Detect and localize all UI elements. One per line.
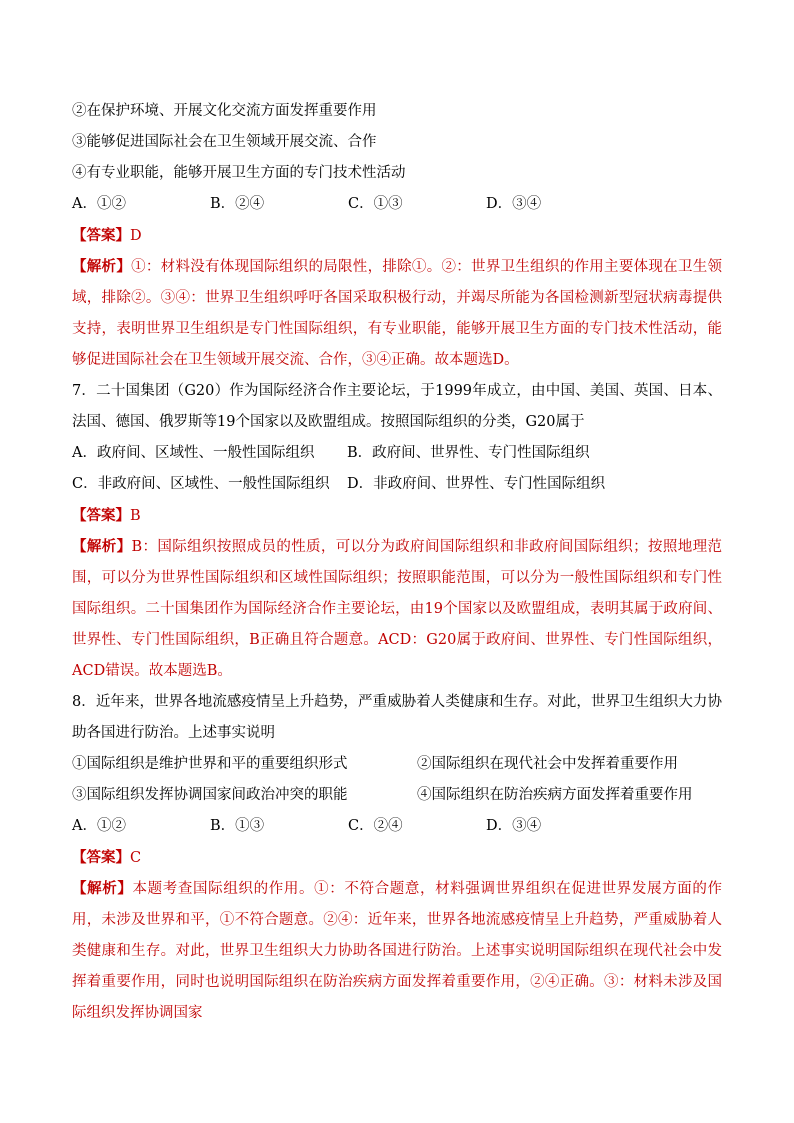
q8-options	[72, 811, 722, 842]
q6-explanation-text: ①：材料没有体现国际组织的局限性，排除①。②：世界卫生组织的作用主要体现在卫生领域，排除②。③④：世界卫生组织呼吁各国采取积极行动，并竭尽所能为各国检测新型冠状病毒提供支持，表明世界卫生组织是专门性国际组织，有专业职能，能够开展卫生方面的专门技术性活动，能够促进国际社会在卫生领域开展交流、合作，③④正确。故本题选D。	[72, 259, 723, 368]
q8-option-d: D．③④	[486, 818, 542, 834]
q8-explanation	[72, 873, 722, 1029]
q8-answer	[72, 842, 722, 873]
q8-statements-row2	[72, 780, 722, 811]
q7-options-row2	[72, 469, 722, 500]
q7-options-row1	[72, 438, 722, 469]
q6-answer	[72, 220, 722, 251]
q7-answer	[72, 500, 722, 531]
answer-tag: 【答案】	[72, 227, 130, 244]
q8-statement-3: ③国际组织发挥协调国家间政治冲突的职能	[72, 787, 348, 803]
q7-explanation	[72, 531, 722, 687]
q8-statements-row1	[72, 749, 722, 780]
answer-tag: 【答案】	[72, 849, 130, 866]
q7-option-d: D．非政府间、世界性、专门性国际组织	[347, 476, 606, 492]
explanation-tag: 【解析】	[72, 538, 132, 555]
q6-statement-2: ②在保护环境、开展文化交流方面发挥重要作用	[72, 103, 377, 119]
q6-explanation	[72, 251, 722, 376]
answer-tag: 【答案】	[72, 507, 130, 524]
explanation-tag: 【解析】	[72, 258, 132, 275]
q8-explanation-text: 本题考查国际组织的作用。①：不符合题意，材料强调世界组织在促进世界发展方面的作用，未涉及世界和平，①不符合题意。②④：近年来，世界各地流感疫情呈上升趋势，严重威胁着人类健康和生存。对此，世界卫生组织大力协助各国进行防治。上述事实说明国际组织在现代社会中发挥着重要作用，同时也说明国际组织在防治疾病方面发挥着重要作用，②④正确。③：材料未涉及国际组织发挥协调国家	[72, 881, 723, 1021]
document-page	[72, 96, 722, 1029]
q8-option-c: C．②④	[348, 818, 403, 834]
q8-stem: 8．近年来，世界各地流感疫情呈上升趋势，严重威胁着人类健康和生存。对此，世界卫生组织大力协助各国进行防治。上述事实说明	[72, 694, 722, 741]
q7-stem: 7．二十国集团（G20）作为国际经济合作主要论坛，于1999年成立，由中国、美国、英国、日本、法国、德国、俄罗斯等19个国家以及欧盟组成。按照国际组织的分类，G20属于	[72, 383, 722, 430]
q8-statement-1: ①国际组织是维护世界和平的重要组织形式	[72, 756, 348, 772]
q7-answer-value: B	[130, 508, 141, 524]
q8-option-b: B．①③	[210, 818, 265, 834]
q6-answer-value: D	[130, 228, 142, 244]
q6-option-a: A．①②	[72, 196, 126, 212]
q8-statement-4: ④国际组织在防治疾病方面发挥着重要作用	[417, 787, 693, 803]
q6-option-d: D．③④	[486, 196, 542, 212]
q6-option-c: C．①③	[348, 196, 403, 212]
q7-explanation-text: B：国际组织按照成员的性质，可以分为政府间国际组织和非政府间国际组织；按照地理范围，可以分为世界性国际组织和区域性国际组织；按照职能范围，可以分为一般性国际组织和专门性国际组织。二十国集团作为国际经济合作主要论坛，由19个国家以及欧盟组成，表明其属于政府间、世界性、专门性国际组织，B正确且符合题意。ACD：G20属于政府间、世界性、专门性国际组织，ACD错误。故本题选B。	[72, 539, 723, 679]
explanation-tag: 【解析】	[72, 880, 133, 897]
q7-option-a: A．政府间、区域性、一般性国际组织	[72, 445, 315, 461]
q8-statement-2: ②国际组织在现代社会中发挥着重要作用	[417, 756, 678, 772]
q6-statement-4: ④有专业职能，能够开展卫生方面的专门技术性活动	[72, 165, 406, 181]
q6-statement-3: ③能够促进国际社会在卫生领域开展交流、合作	[72, 134, 377, 150]
q7-option-b: B．政府间、世界性、专门性国际组织	[347, 445, 590, 461]
q7-option-c: C．非政府间、区域性、一般性国际组织	[72, 476, 330, 492]
q6-options	[72, 189, 722, 220]
q8-option-a: A．①②	[72, 818, 126, 834]
q8-answer-value: C	[130, 850, 142, 866]
q6-option-b: B．②④	[210, 196, 265, 212]
